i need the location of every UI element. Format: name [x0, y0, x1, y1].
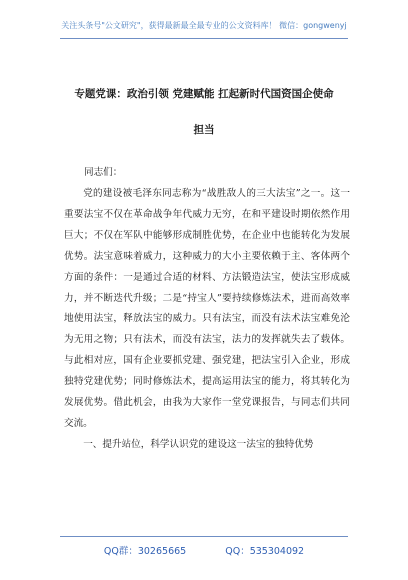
document-body	[64, 184, 350, 456]
footer	[0, 543, 408, 557]
header-note: 关注头条号"公文研究"，获得最新最全最专业的公文资料库！ 微信：gongwenyj	[61, 21, 347, 30]
header-divider	[60, 38, 348, 39]
document-title-continuation: 担当	[193, 124, 215, 136]
footer-divider	[60, 536, 348, 537]
body-paragraph: 党的建设被毛泽东同志称为“战胜敌人的三大法宝”之一。这一重要法宝不仅在革命战争年代威力无穷，在和平建设时期依然作用巨大；不仅在军队中能够形成制胜优势，在企业中也能转化为发展优势。法宝意味着威力，这种威力的大小主要依赖于主、客体两个方面的条件：一是通过合适的材料、方法锻造法宝，使法宝形成威力，并不断迭代升级；二是“持宝人”要持续修炼法术，进而高效率地使用法宝，释放法宝的威力。只有法宝，而没有法术法宝难免沦为无用之物；只有法术，而没有法宝，法力的发挥就失去了载体。与此相对应，国有企业要抓党建、强党建，把法宝引入企业，形成独特党建优势；同时修炼法术，提高运用法宝的能力，将其转化为发展优势。借此机会，由我为大家作一堂党课报告，与同志们共同交流。	[64, 188, 350, 429]
greeting: 同志们：	[84, 167, 123, 178]
footer-qq: QQ：535304092	[225, 546, 305, 557]
footer-qq-group: QQ群：30265665	[103, 546, 187, 557]
document-title: 专题党课：政治引领 党建赋能 扛起新时代国资国企使命	[74, 88, 334, 100]
section-heading-paragraph: 一、提升站位，科学认识党的建设这一法宝的独特优势	[83, 438, 314, 450]
